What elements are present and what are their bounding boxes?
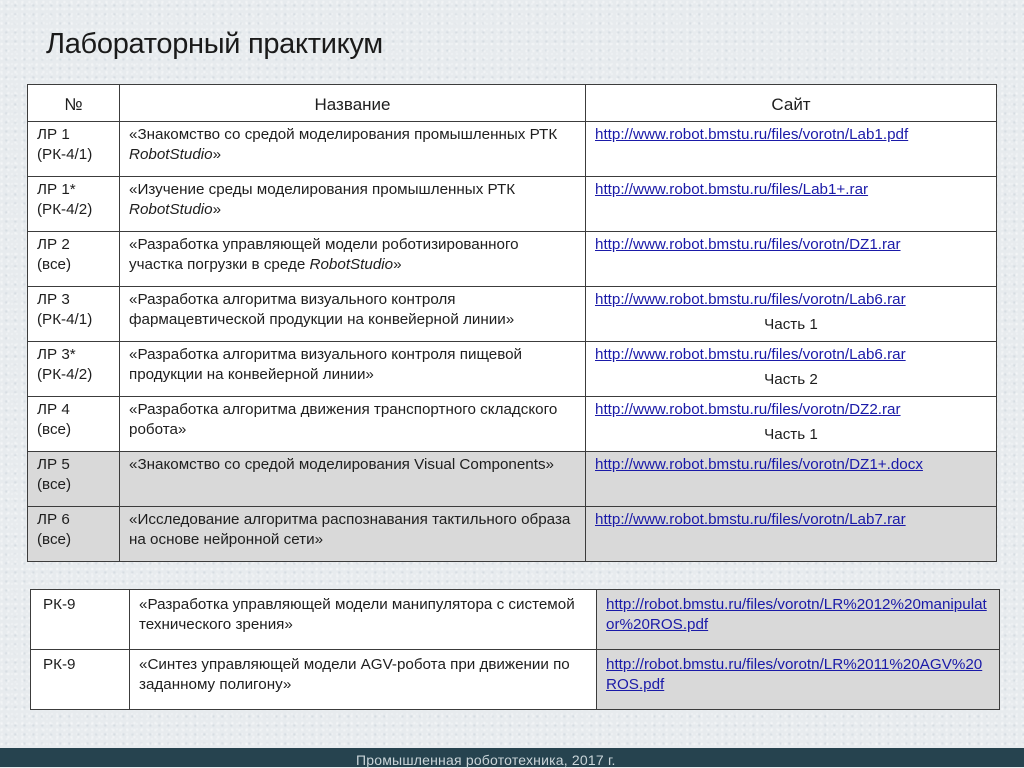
- lab-number: ЛР 3 (РК-4/1): [28, 287, 120, 342]
- lab-title: «Разработка алгоритма движения транспортного складского робота»: [120, 397, 586, 452]
- lab-title: «Синтез управляющей модели AGV-робота при движении по заданному полигону»: [130, 650, 597, 710]
- page-title: Лабораторный практикум: [46, 28, 383, 60]
- lab-title: «Разработка управляющей модели манипулятора с системой технического зрения»: [130, 590, 597, 650]
- lab-link[interactable]: http://www.robot.bmstu.ru/files/vorotn/Lab7.rar: [595, 511, 906, 528]
- header-name: Название: [120, 85, 586, 122]
- lab-number: ЛР 1 (РК-4/1): [28, 122, 120, 177]
- header-site: Сайт: [586, 85, 997, 122]
- lab-title: «Исследование алгоритма распознавания тактильного образа на основе нейронной сети»: [120, 507, 586, 562]
- lab-link[interactable]: http://www.robot.bmstu.ru/files/vorotn/Lab6.rar: [595, 291, 906, 308]
- header-row: [28, 85, 997, 122]
- lab-site: [586, 397, 997, 452]
- lab-link[interactable]: http://www.robot.bmstu.ru/files/vorotn/Lab6.rar: [595, 346, 906, 363]
- lab-site: [586, 287, 997, 342]
- lab-number: ЛР 3* (РК-4/2): [28, 342, 120, 397]
- lab-title: «Знакомство со средой моделирования промышленных РТК RobotStudio»: [120, 122, 586, 177]
- lab-site: [597, 590, 1000, 650]
- lab-site: [586, 342, 997, 397]
- header-num: №: [28, 85, 120, 122]
- lab-site: [586, 452, 997, 507]
- lab-link[interactable]: http://robot.bmstu.ru/files/vorotn/LR%2012%20manipulator%20ROS.pdf: [606, 596, 987, 633]
- footer-text: Промышленная робототехника, 2017 г.: [356, 752, 616, 768]
- extra-labs-table: [30, 589, 1000, 710]
- lab-site: [586, 232, 997, 287]
- lab-title: «Изучение среды моделирования промышленных РТК RobotStudio»: [120, 177, 586, 232]
- table-row: [31, 590, 1000, 650]
- lab-number: РК-9: [31, 650, 130, 710]
- table-row: [28, 122, 997, 177]
- table-row: [28, 287, 997, 342]
- footer-bar: [0, 748, 1024, 767]
- part-label: Часть 2: [764, 371, 818, 388]
- lab-title: «Разработка управляющей модели роботизированного участка погрузки в среде RobotStudio»: [120, 232, 586, 287]
- table-row: [31, 650, 1000, 710]
- lab-site: [586, 507, 997, 562]
- table-row: [28, 177, 997, 232]
- lab-link[interactable]: http://www.robot.bmstu.ru/files/Lab1+.rar: [595, 181, 869, 198]
- lab-link[interactable]: http://robot.bmstu.ru/files/vorotn/LR%2011%20AGV%20ROS.pdf: [606, 656, 983, 693]
- lab-site: [597, 650, 1000, 710]
- table-row: [28, 452, 997, 507]
- table-row: [28, 342, 997, 397]
- lab-number: ЛР 5 (все): [28, 452, 120, 507]
- lab-link[interactable]: http://www.robot.bmstu.ru/files/vorotn/Lab1.pdf: [595, 126, 909, 143]
- lab-number: ЛР 1* (РК-4/2): [28, 177, 120, 232]
- labs-table: [27, 84, 997, 562]
- lab-title: «Разработка алгоритма визуального контроля фармацевтической продукции на конвейерной линии»: [120, 287, 586, 342]
- table-row: [28, 397, 997, 452]
- lab-site: [586, 177, 997, 232]
- lab-title: «Знакомство со средой моделирования Visual Components»: [120, 452, 586, 507]
- lab-site: [586, 122, 997, 177]
- table-row: [28, 507, 997, 562]
- lab-link[interactable]: http://www.robot.bmstu.ru/files/vorotn/DZ1+.docx: [595, 456, 923, 473]
- part-label: Часть 1: [764, 426, 818, 443]
- part-label: Часть 1: [764, 316, 818, 333]
- lab-title: «Разработка алгоритма визуального контроля пищевой продукции на конвейерной линии»: [120, 342, 586, 397]
- lab-number: ЛР 4 (все): [28, 397, 120, 452]
- table-row: [28, 232, 997, 287]
- lab-number: ЛР 2 (все): [28, 232, 120, 287]
- lab-link[interactable]: http://www.robot.bmstu.ru/files/vorotn/DZ1.rar: [595, 236, 901, 253]
- lab-number: РК-9: [31, 590, 130, 650]
- lab-link[interactable]: http://www.robot.bmstu.ru/files/vorotn/DZ2.rar: [595, 401, 901, 418]
- lab-number: ЛР 6 (все): [28, 507, 120, 562]
